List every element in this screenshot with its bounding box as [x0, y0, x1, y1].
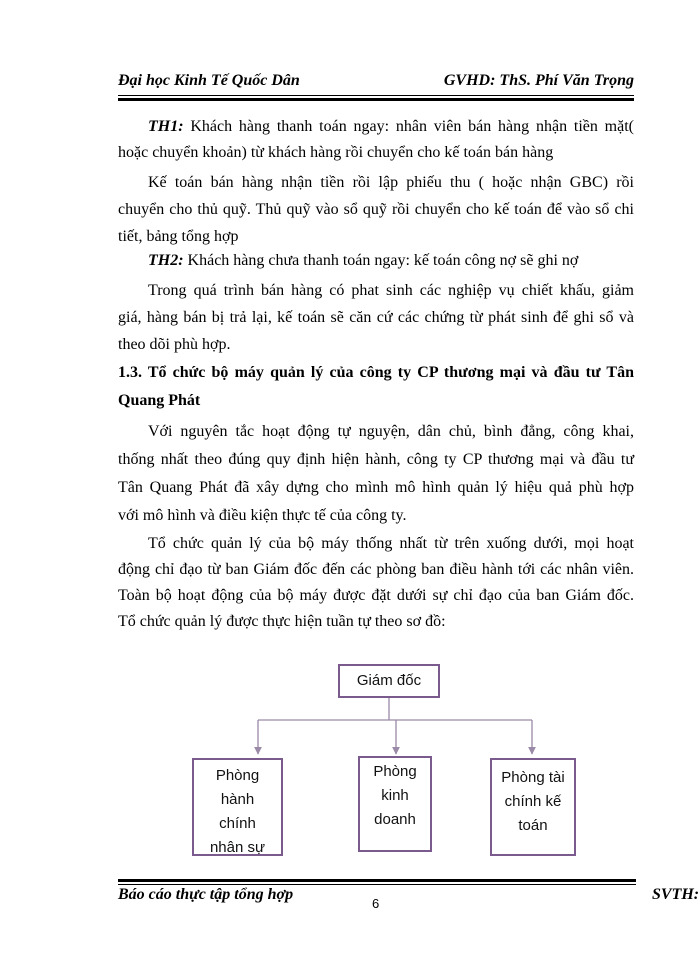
- p5-line-2: động chỉ đạo từ ban Giám đốc đến các phòng ban điều hành tới các nhân viên.: [118, 561, 634, 578]
- org-box-sales-line: Phòng: [373, 763, 417, 780]
- section-heading-line-1: 1.3. Tổ chức bộ máy quản lý của công ty CP thương mại và đầu tư Tân: [118, 364, 634, 381]
- header-advisor: GVHD: ThS. Phí Văn Trọng: [443, 72, 634, 89]
- th1-text: Khách hàng thanh toán ngay: nhân viên bán hàng nhận tiền mặt(: [183, 118, 634, 135]
- org-box-finance-line: chính kế: [504, 793, 562, 810]
- footer-report-title: Báo cáo thực tập tổng hợp: [118, 886, 294, 903]
- p3-line-1: Trong quá trình bán hàng có phat sinh các nghiệp vụ chiết khấu, giảm: [148, 282, 634, 299]
- th2-label: TH2:: [148, 252, 184, 269]
- footer-rule-thin: [118, 884, 636, 885]
- page-number: 6: [372, 896, 380, 911]
- p4-line-4: với mô hình và điều kiện thực tế của công ty.: [118, 507, 407, 524]
- header-university: Đại học Kinh Tế Quốc Dân: [118, 72, 300, 89]
- org-box-finance: [490, 758, 576, 856]
- section-heading-line-2: Quang Phát: [118, 392, 201, 409]
- footer-student: SVTH:: [652, 886, 700, 903]
- p5-line-4: Tổ chức quản lý được thực hiện tuần tự theo sơ đồ:: [118, 613, 446, 630]
- org-box-hr-line: Phòng: [215, 767, 260, 784]
- org-box-director: Giám đốc: [338, 664, 440, 698]
- org-box-hr-line: chính: [219, 815, 256, 832]
- org-box-sales-line: doanh: [374, 811, 416, 828]
- p4-line-2: thống nhất theo đúng quy định hiện hành, công ty CP thương mại và đầu tư: [118, 451, 634, 468]
- p3-line-2: giá, hàng bán bị trả lại, kế toán sẽ căn cứ các chứng từ phát sinh để ghi sổ và: [118, 309, 634, 326]
- p3-line-3: theo dõi phù hợp.: [118, 336, 231, 353]
- org-box-hr-line: hành: [220, 791, 255, 808]
- p2-line-1: Kế toán bán hàng nhận tiền rồi lập phiếu thu ( hoặc nhận GBC) rồi: [148, 174, 634, 191]
- org-box-finance-line: toán: [518, 817, 548, 834]
- org-box-hr: [192, 758, 283, 856]
- th1-label: TH1:: [148, 118, 184, 135]
- p2-line-2: chuyển cho thủ quỹ. Thủ quỹ vào sổ quỹ rồi chuyển cho kế toán để vào sổ chi: [118, 201, 634, 218]
- p5-line-3: Toàn bộ hoạt động của bộ máy được đặt dưới sự chỉ đạo của ban Giám đốc.: [118, 587, 634, 604]
- th1-line-2: hoặc chuyển khoản) từ khách hàng rồi chuyển cho kế toán bán hàng: [118, 144, 554, 161]
- p5-line-1: Tổ chức quản lý của bộ máy thống nhất từ trên xuống dưới, mọi hoạt: [148, 535, 634, 552]
- footer-rule-thick: [118, 879, 636, 882]
- org-box-sales-line: kinh: [381, 787, 409, 804]
- org-box-finance-line: Phòng tài: [501, 769, 565, 786]
- p4-line-3: Tân Quang Phát đã xây dựng cho mình mô hình quản lý hiệu quả phù hợp: [118, 479, 634, 496]
- p2-line-3: tiết, bảng tổng hợp: [118, 228, 239, 245]
- org-box-hr-line: nhân sự: [209, 839, 266, 856]
- p4-line-1: Với nguyên tắc hoạt động tự nguyện, dân chủ, bình đẳng, công khai,: [148, 423, 634, 440]
- th2-text: Khách hàng chưa thanh toán ngay: kế toán công nợ sẽ ghi nợ: [183, 252, 579, 269]
- org-box-sales: [358, 756, 432, 852]
